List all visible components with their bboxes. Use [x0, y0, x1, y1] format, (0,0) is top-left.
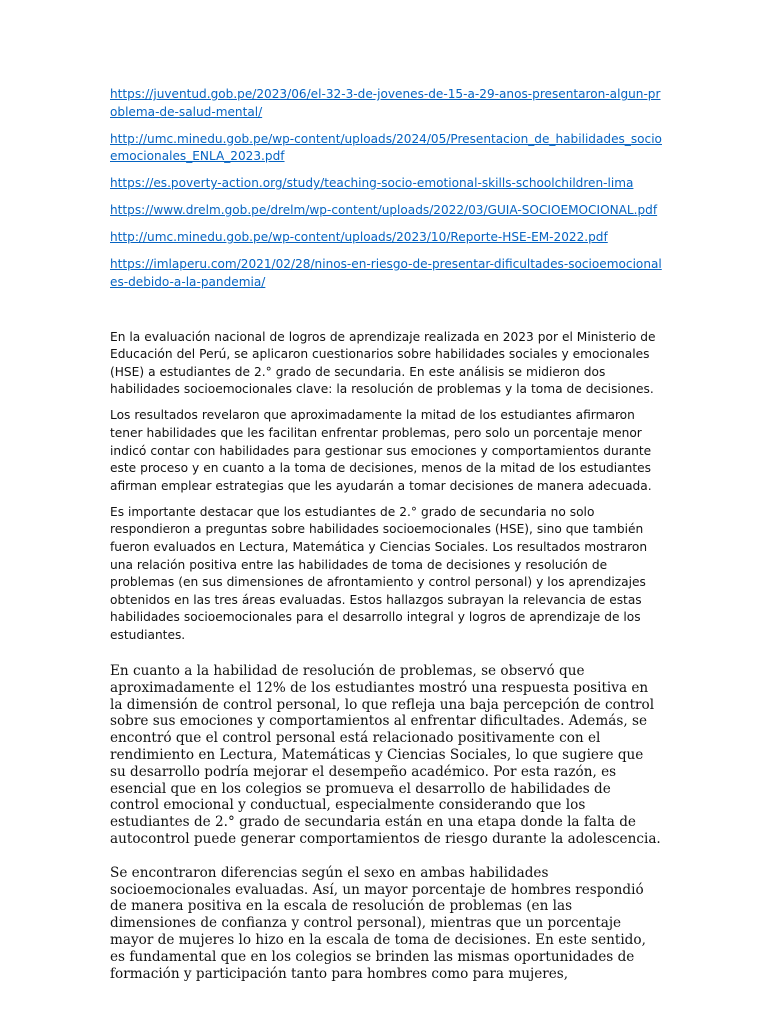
body-paragraph: Los resultados revelaron que aproximadamente la mitad de los estudiantes afirmaron tener habilidades que les facilitan enfrentar problemas, pero solo un porcentaje menor indicó contar con habilidades para gestionar sus emociones y comportamientos durante este proceso y en cuanto a la toma de decisiones, menos de la mitad de los estudiantes afirman emplear estrategias que les ayudarán a tomar decisiones de manera adecuada.	[110, 408, 652, 493]
reference-link[interactable]: http://umc.minedu.gob.pe/wp-content/uploads/2024/05/Presentacion_de_habilidades_socioemocionales_ENLA_2023.pdf	[110, 131, 662, 163]
reference-link[interactable]: https://es.poverty-action.org/study/teaching-socio-emotional-skills-schoolchildren-lima	[110, 176, 634, 190]
body-paragraph: En la evaluación nacional de logros de aprendizaje realizada en 2023 por el Ministerio de Educación del Perú, se aplicaron cuestionarios sobre habilidades sociales y emocionales (HSE) a estudiantes de 2.° grado de secundaria. En este análisis se midieron dos habilidades socioemocionales clave: la resolución de problemas y la toma de decisiones.	[110, 329, 656, 397]
spacer	[110, 301, 662, 329]
body-paragraph: Es importante destacar que los estudiantes de 2.° grado de secundaria no solo respondieron a preguntas sobre habilidades socioemocionales (HSE), sino que también fueron evaluados en Lectura, Matemática y Ciencias Sociales. Los resultados mostraron una relación positiva entre las habilidades de toma de decisiones y resolución de problemas (en sus dimensiones de afrontamiento y control personal) y los aprendizajes obtenidos en las tres áreas evaluadas. Estos hallazgos subrayan la relevancia de estas habilidades socioemocionales para el desarrollo integral y logros de aprendizaje de los estudiantes.	[110, 504, 648, 642]
reference-link[interactable]: https://www.drelm.gob.pe/drelm/wp-content/uploads/2022/03/GUIA-SOCIOEMOCIONAL.pdf	[110, 203, 658, 217]
body-paragraph: Se encontraron diferencias según el sexo en ambas habilidades socioemocionales evaluadas. Así, un mayor porcentaje de hombres respondió de manera positiva en la escala de resolución de problemas (en las dimensiones de confianza y control personal), mientras que un porcentaje mayor de mujeres lo hizo en la escala de toma de decisiones. En este sentido, es fundamental que en los colegios se brinden las mismas oportunidades de formación y participación tanto para hombres como para mujeres,	[110, 864, 646, 982]
document-page	[110, 86, 662, 999]
reference-link[interactable]: https://imlaperu.com/2021/02/28/ninos-en-riesgo-de-presentar-dificultades-socioemocionales-debido-a-la-pandemia/	[110, 257, 662, 289]
spacer	[110, 653, 662, 663]
reference-link[interactable]: https://juventud.gob.pe/2023/06/el-32-3-de-jovenes-de-15-a-29-anos-presentaron-algun-problema-de-salud-mental/	[110, 87, 661, 119]
reference-link[interactable]: http://umc.minedu.gob.pe/wp-content/uploads/2023/10/Reporte-HSE-EM-2022.pdf	[110, 230, 608, 244]
body-paragraph: En cuanto a la habilidad de resolución de problemas, se observó que aproximadamente el 12% de los estudiantes mostró una respuesta positiva en la dimensión de control personal, lo que refleja una baja percepción de control sobre sus emociones y comportamientos al enfrentar dificultades. Además, se encontró que el control personal está relacionado positivamente con el rendimiento en Lectura, Matemáticas y Ciencias Sociales, lo que sugiere que su desarrollo podría mejorar el desempeño académico. Por esta razón, es esencial que en los colegios se promueva el desarrollo de habilidades de control emocional y conductual, especialmente considerando que los estudiantes de 2.° grado de secundaria están en una etapa donde la falta de autocontrol puede generar comportamientos de riesgo durante la adolescencia.	[110, 663, 661, 848]
reference-links	[110, 86, 662, 291]
